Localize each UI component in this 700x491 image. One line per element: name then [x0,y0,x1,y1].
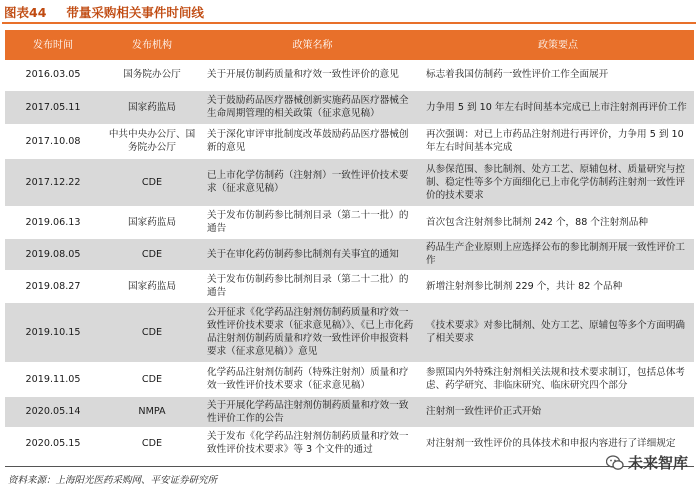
table-row [5,60,694,90]
cell-policy: 公开征求《化学药品注射剂仿制药质量和疗效一致性评价技术要求（征求意见稿）》、《已上市化药品注射剂仿制药质量和疗效一致性评价申报资料要求（征求意见稿）》意见 [203,302,422,362]
cell-org: CDE [101,362,203,396]
cell-date: 2019.08.05 [5,238,101,270]
source-note: 资料来源：上海阳光医药采购网、平安证券研究所 [8,475,218,486]
figure-title-bar [2,2,696,24]
table-row [5,238,694,270]
cell-date: 2019.06.13 [5,206,101,238]
cell-points: 力争用 5 到 10 年左右时间基本完成已上市注射剂再评价工作 [422,90,694,124]
cell-policy: 关于发布《化学药品注射剂仿制药质量和疗效一致性评价技术要求》等 3 个文件的通过 [203,427,422,459]
cell-org: CDE [101,302,203,362]
cell-date: 2020.05.15 [5,427,101,459]
cell-points: 再次强调：对已上市药品注射剂进行再评价，力争用 5 到 10 年左右时间基本完成 [422,124,694,158]
cell-points: 从参保范围、参比制剂、处方工艺、原辅包材、质量研究与控制、稳定性等多个方面细化已上市化学仿制药注射剂一致性评价的技术要求 [422,158,694,206]
table-row [5,158,694,206]
table-row [5,90,694,124]
cell-policy: 已上市化学仿制药（注射剂）一致性评价技术要求（征求意见稿） [203,158,422,206]
table-row [5,124,694,158]
cell-points: 标志着我国仿制药一致性评价工作全面展开 [422,60,694,90]
cell-date: 2017.12.22 [5,158,101,206]
cell-date: 2016.03.05 [5,60,101,90]
figure-number: 图表44 [4,5,47,20]
cell-policy: 关于发布仿制药参比制剂目录（第二十一批）的通告 [203,206,422,238]
header-org: 发布机构 [101,30,203,60]
cell-policy: 关于鼓励药品医疗器械创新实施药品医疗器械全生命周期管理的相关政策（征求意见稿） [203,90,422,124]
table-row [5,362,694,396]
cell-org: 国家药监局 [101,206,203,238]
source-divider [5,466,694,467]
header-date: 发布时间 [5,30,101,60]
cell-points: 新增注射剂参比制剂 229 个，共计 82 个品种 [422,270,694,302]
table-row [5,427,694,459]
cell-points: 对注射剂一致性评价的具体技术和申报内容进行了详细规定 [422,427,694,459]
cell-policy: 关于开展仿制药质量和疗效一致性评价的意见 [203,60,422,90]
header-points: 政策要点 [422,30,694,60]
cell-org: CDE [101,427,203,459]
table-row [5,206,694,238]
wechat-icon [606,455,624,471]
cell-org: NMPA [101,396,203,427]
table-row [5,270,694,302]
cell-date: 2019.10.15 [5,302,101,362]
cell-date: 2020.05.14 [5,396,101,427]
table-header-row [5,30,694,60]
cell-points: 注射剂一致性评价正式开始 [422,396,694,427]
cell-date: 2017.05.11 [5,90,101,124]
cell-date: 2019.11.05 [5,362,101,396]
cell-policy: 关于在审化药仿制药参比制剂有关事宜的通知 [203,238,422,270]
cell-points: 首次包含注射剂参比制剂 242 个，88 个注射剂品种 [422,206,694,238]
cell-points: 参照国内外特殊注射剂相关法规和技术要求制订，包括总体考虑、药学研究、非临床研究、临床研究四个部分 [422,362,694,396]
cell-policy: 关于深化审评审批制度改革鼓励药品医疗器械创新的意见 [203,124,422,158]
cell-policy: 关于开展化学药品注射剂仿制药质量和疗效一致性评价工作的公告 [203,396,422,427]
table-row [5,302,694,362]
cell-org: 国家药监局 [101,270,203,302]
cell-org: 国务院办公厅 [101,60,203,90]
cell-date: 2017.10.08 [5,124,101,158]
policy-timeline-table [5,30,694,460]
cell-org: 国家药监局 [101,90,203,124]
watermark-text: 未来智库 [627,454,688,472]
table-row [5,396,694,427]
figure-title: 带量采购相关事件时间线 [66,5,204,20]
cell-points: 药品生产企业原则上应选择公布的参比制剂开展一致性评价工作 [422,238,694,270]
watermark [606,452,688,473]
cell-org: CDE [101,238,203,270]
cell-policy: 关于发布仿制药参比制剂目录（第二十二批）的通告 [203,270,422,302]
cell-date: 2019.08.27 [5,270,101,302]
cell-policy: 化学药品注射剂仿制药（特殊注射剂）质量和疗效一致性评价技术要求（征求意见稿） [203,362,422,396]
cell-org: 中共中央办公厅、国务院办公厅 [101,124,203,158]
cell-org: CDE [101,158,203,206]
header-policy: 政策名称 [203,30,422,60]
cell-points: 《技术要求》对参比制剂、处方工艺、原辅包等多个方面明确了相关要求 [422,302,694,362]
